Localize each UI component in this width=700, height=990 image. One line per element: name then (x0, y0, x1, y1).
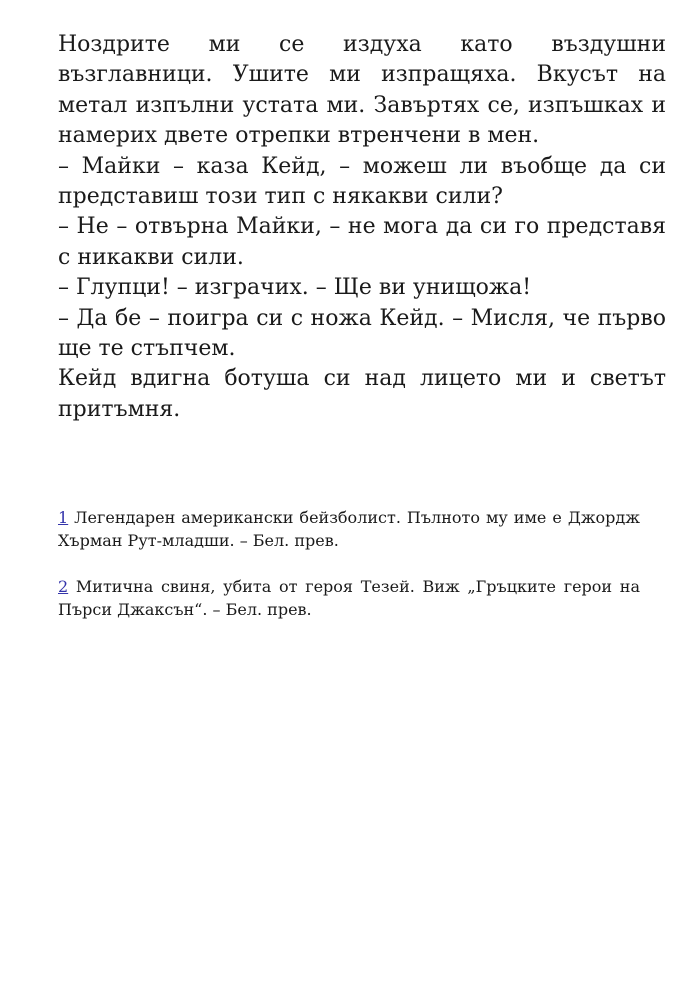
paragraph: – Глупци! – изграчих. – Ще ви унищожа! (58, 275, 532, 301)
paragraph: Ноздрите ми се издуха като въздушни възглавници. Ушите ми изпращяха. Вкусът на метал изпълни устата ми. Завъртях се, изпъшках и намерих двете отрепки втренчени в мен. (58, 32, 666, 149)
footnote-2-link[interactable]: 2 (58, 577, 69, 596)
footnote-1-link[interactable]: 1 (58, 508, 69, 527)
paragraph: Кейд вдигна ботуша си над лицето ми и светът притъмня. (58, 366, 666, 422)
footnote-2-text: Митична свиня, убита от героя Тезей. Виж „Гръцките герои на Пърси Джаксън“. – Бел. прев. (58, 577, 640, 619)
footnote-1 (58, 506, 640, 552)
footnote-1-text: Легендарен американски бейзболист. Пълното му име е Джордж Хърман Рут-младши. – Бел. прев. (58, 508, 640, 550)
footnote-2 (58, 575, 640, 621)
paragraph: – Майки – каза Кейд, – можеш ли въобще да си представиш този тип с някакви сили? (58, 153, 666, 210)
footnotes-section (58, 506, 640, 644)
main-text (58, 30, 666, 425)
paragraph: – Да бе – поигра си с ножа Кейд. – Мисля, че първо ще те стъпчем. (58, 305, 666, 362)
paragraph: – Не – отвърна Майки, – не мога да си го представя с никакви сили. (58, 214, 666, 270)
